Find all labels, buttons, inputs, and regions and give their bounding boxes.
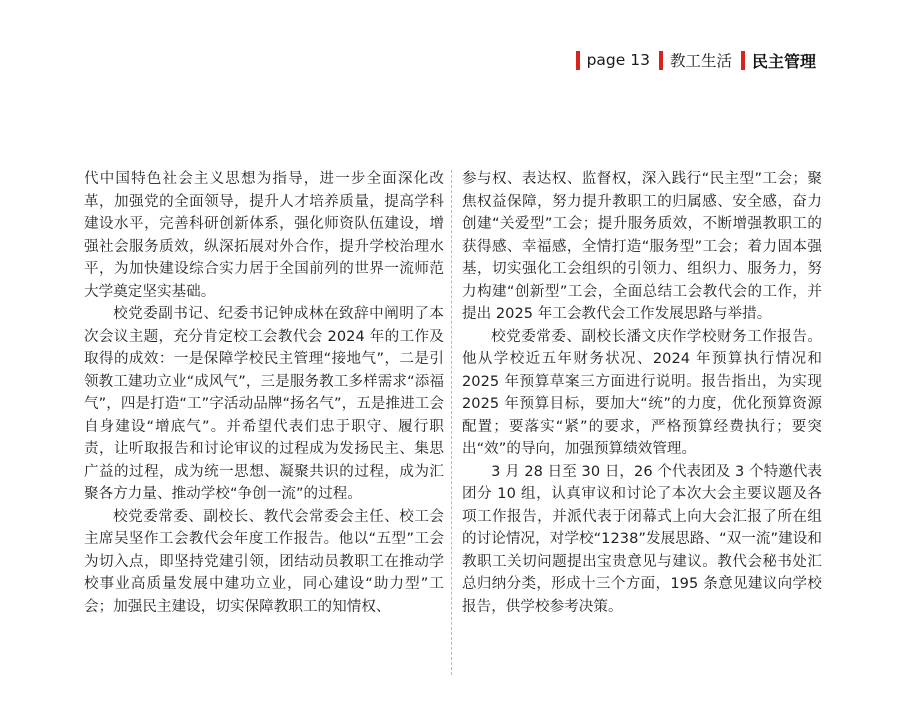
column-name: 民主管理 [751,51,816,71]
header-accent-bar [576,51,580,70]
header-accent-bar [659,51,663,70]
paragraph: 校党委常委、副校长、教代会常委会主任、校工会主席吴坚作工会教代会年度工作报告。他以“五型”工会为切入点，即坚持党建引领，团结动员教职工在推动学校事业高质量发展中建功立业，同心建设“助力型”工会；加强民主建设，切实保障教职工的知情权、 [84,507,444,615]
left-text-column [84,168,444,618]
page-header [576,48,816,72]
paragraph: 校党委常委、副校长潘文庆作学校财务工作报告。他从学校近五年财务状况、2024 年预算执行情况和 2025 年预算草案三方面进行说明。报告指出，为实现 2025 年预算目标，要加大“统”的力度，优化预算资源配置；要落实“紧”的要求，严格预算经费执行；要突出“效”的导向，加强预算绩效管理。 [462,327,822,457]
paragraph: 校党委副书记、纪委书记钟成林在致辞中阐明了本次会议主题，充分肯定校工会教代会 2024 年的工作及取得的成效：一是保障学校民主管理“接地气”，二是引领教工建功立业“成风气”，三是服务教工多样需求“添福气”，四是打造“工”字活动品牌“扬名气”，五是推进工会自身建设“增底气”。并希望代表们忠于职守、履行职责，让听取报告和讨论审议的过程成为发扬民主、集思广益的过程，成为统一思想、凝聚共识的过程，成为汇聚各方力量、推动学校“争创一流”的过程。 [84,305,444,502]
column-divider [451,170,452,675]
paragraph: 参与权、表达权、监督权，深入践行“民主型”工会；聚焦权益保障，努力提升教职工的归属感、安全感，奋力创建“关爱型”工会；提升服务质效，不断增强教职工的获得感、幸福感，全情打造“服务型”工会；着力固本强基，切实强化工会组织的引领力、组织力、服务力，努力构建“创新型”工会，全面总结工会教代会的工作，并提出 2025 年工会教代会工作发展思路与举措。 [462,170,822,322]
right-text-column [462,168,822,618]
page-number: page 13 [586,51,650,69]
header-accent-bar [741,51,745,70]
paragraph: 3 月 28 日至 30 日，26 个代表团及 3 个特邀代表团分 10 组，认真审议和讨论了本次大会主要议题及各项工作报告，并派代表于闭幕式上向大会汇报了所在组的讨论情况，对学校“1238”发展思路、“双一流”建设和教职工关切问题提出宝贵意见与建议。教代会秘书处汇总归纳分类，形成十三个方面，195 条意见建议向学校报告，供学校参考决策。 [462,462,822,615]
section-name: 教工生活 [669,52,732,70]
paragraph: 代中国特色社会主义思想为指导，进一步全面深化改革，加强党的全面领导，提升人才培养质量，提高学科建设水平，完善科研创新体系，强化师资队伍建设，增强社会服务质效，纵深拓展对外合作，提升学校治理水平，为加快建设综合实力居于全国前列的世界一流师范大学奠定坚实基础。 [84,170,444,300]
